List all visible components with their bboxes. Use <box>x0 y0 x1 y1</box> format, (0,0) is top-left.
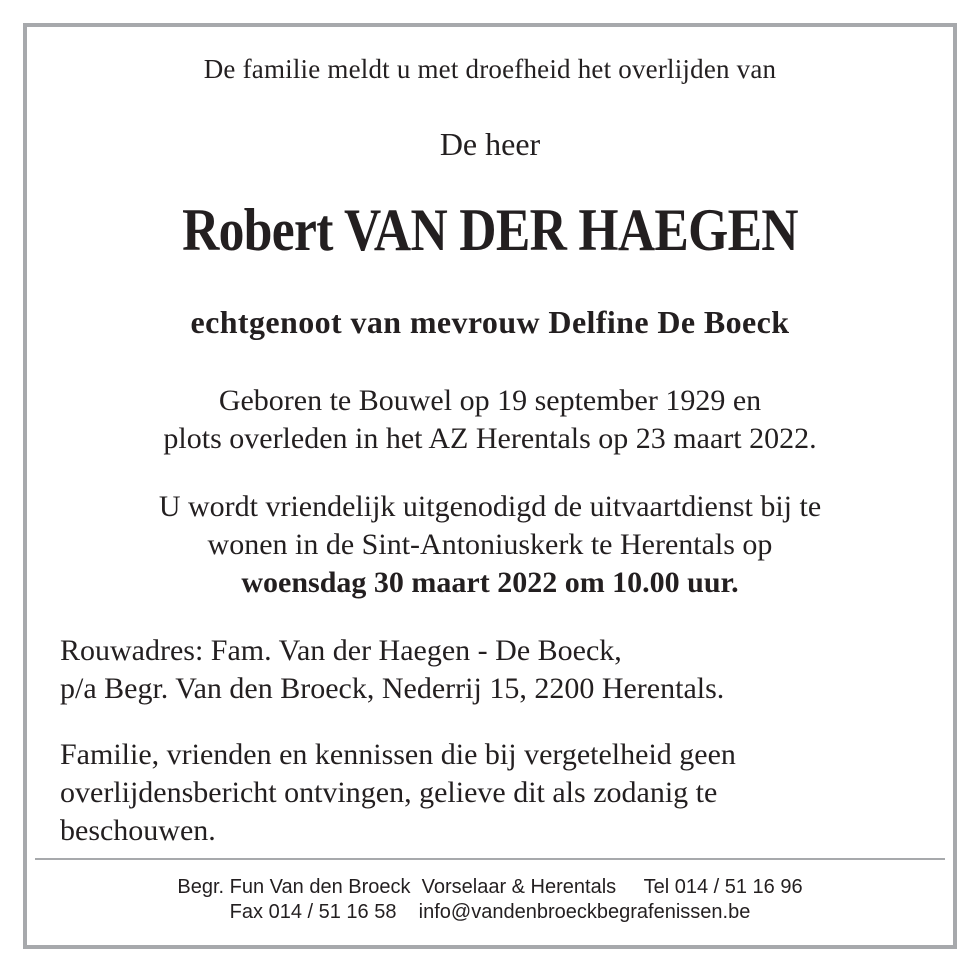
born-line-2: plots overleden in het AZ Herentals op 23 maart 2022. <box>163 422 817 455</box>
footer-contact: Fax 014 / 51 16 58 info@vandenbroeckbegrafenissen.be <box>229 901 751 923</box>
born-line-1: Geboren te Bouwel op 19 september 1929 en <box>218 384 762 417</box>
family-line-3: beschouwen. <box>60 814 216 847</box>
title-prefix: De heer <box>439 126 541 162</box>
deceased-name: Robert VAN DER HAEGEN <box>182 197 798 263</box>
address-line-1: Rouwadres: Fam. Van der Haegen - De Boeck, <box>60 634 622 667</box>
family-notice <box>60 736 920 850</box>
invite-line-2: wonen in de Sint-Antoniuskerk te Herentals op <box>207 528 773 561</box>
intro-text: De familie meldt u met droefheid het overlijden van <box>203 54 777 84</box>
invite-line-1: U wordt vriendelijk uitgenodigd de uitvaartdienst bij te <box>158 490 822 523</box>
funeral-invitation <box>0 488 980 602</box>
invite-date-time: woensdag 30 maart 2022 om 10.00 uur. <box>241 566 739 599</box>
mourning-address <box>60 632 920 708</box>
address-line-2: p/a Begr. Van den Broeck, Nederrij 15, 2200 Herentals. <box>60 672 725 705</box>
footer-funeral-home: Begr. Fun Van den Broeck Vorselaar & Herentals Tel 014 / 51 16 96 <box>177 876 803 898</box>
family-line-2: overlijdensbericht ontvingen, gelieve dit als zodanig te <box>60 776 718 809</box>
family-line-1: Familie, vrienden en kennissen die bij vergetelheid geen <box>60 738 736 771</box>
birth-death-info <box>0 382 980 458</box>
footer-divider <box>35 858 945 860</box>
spouse-line: echtgenoot van mevrouw Delfine De Boeck <box>190 304 790 340</box>
